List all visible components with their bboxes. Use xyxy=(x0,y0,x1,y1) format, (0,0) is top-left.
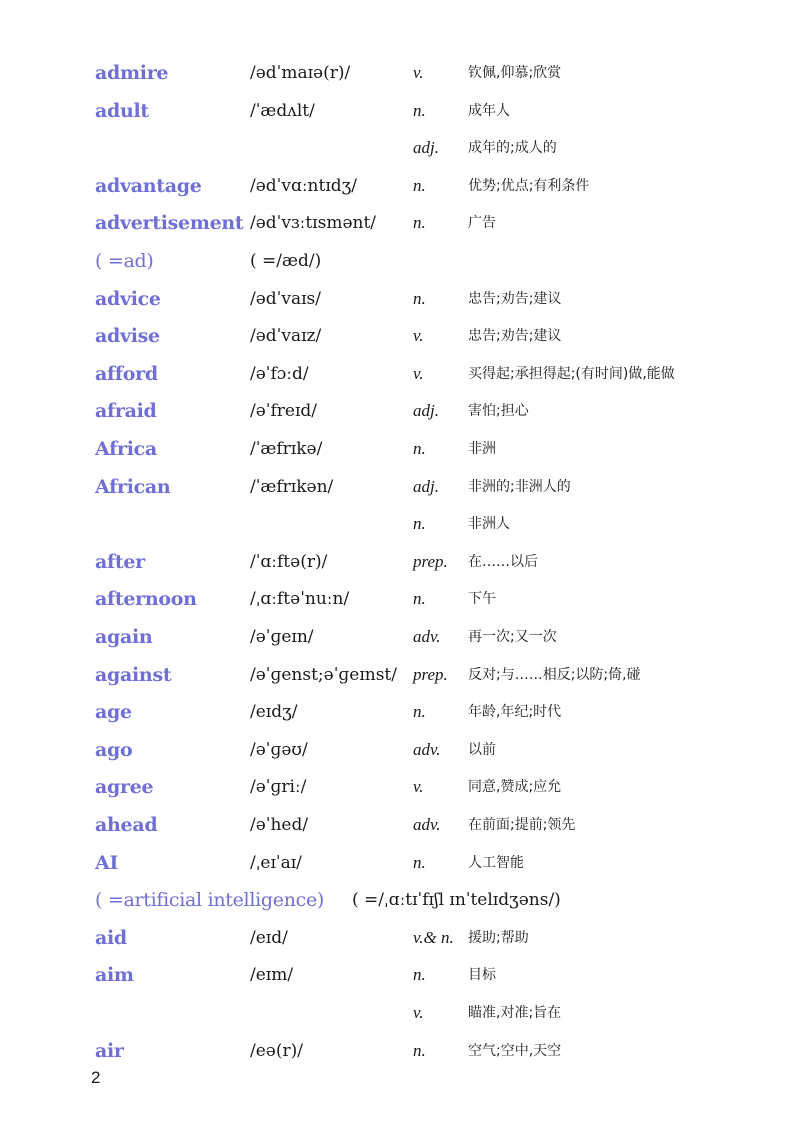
entry-row xyxy=(0,93,800,129)
entry-row xyxy=(0,318,800,354)
entry-phonetic: /ˌeɪˈaɪ/ xyxy=(250,852,302,873)
entry-definition: 成年的;成人的 xyxy=(468,140,557,157)
entry-phonetic: /əˈɡəʊ/ xyxy=(250,739,308,760)
entry-row xyxy=(0,243,800,279)
entry-definition: 反对;与……相反;以防;倚,碰 xyxy=(468,666,641,683)
entry-definition: 成年人 xyxy=(468,102,510,119)
entry-row xyxy=(0,732,800,768)
entry-row xyxy=(0,920,800,956)
entry-row xyxy=(0,995,800,1031)
entry-part-of-speech: n. xyxy=(413,852,426,872)
entry-row xyxy=(0,506,800,542)
entry-headword: agree xyxy=(95,776,154,799)
entry-part-of-speech: adj. xyxy=(413,401,439,421)
entry-row xyxy=(0,168,800,204)
entry-part-of-speech: n. xyxy=(413,213,426,233)
entry-row xyxy=(0,845,800,881)
entry-row xyxy=(0,619,800,655)
entry-row xyxy=(0,694,800,730)
entry-row xyxy=(0,431,800,467)
entry-phonetic: /eɪm/ xyxy=(250,965,294,986)
entry-phonetic: /eɪd/ xyxy=(250,927,288,948)
entry-definition: 以前 xyxy=(468,741,496,758)
entry-headword: afternoon xyxy=(95,588,197,611)
entry-phonetic: /ˈædʌlt/ xyxy=(250,100,315,121)
entry-headword: age xyxy=(95,701,132,724)
entry-row xyxy=(0,769,800,805)
entry-phonetic: /əˈfɔːd/ xyxy=(250,363,309,384)
entry-row xyxy=(0,205,800,241)
entry-phonetic: /ˌɑːftəˈnuːn/ xyxy=(250,589,350,610)
entry-definition: 忠告;劝告;建议 xyxy=(468,328,562,345)
entry-row xyxy=(0,657,800,693)
entry-part-of-speech: n. xyxy=(413,589,426,609)
entry-part-of-speech: n. xyxy=(413,702,426,722)
entry-part-of-speech: adv. xyxy=(413,739,441,759)
entry-part-of-speech: prep. xyxy=(413,664,448,684)
entry-phonetic: /ədˈvaɪs/ xyxy=(250,288,321,309)
entry-definition: 害怕;担心 xyxy=(468,403,529,420)
entry-part-of-speech: n. xyxy=(413,175,426,195)
entry-definition: 买得起;承担得起;(有时间)做,能做 xyxy=(468,365,675,382)
entry-part-of-speech: n. xyxy=(413,288,426,308)
entry-row xyxy=(0,581,800,617)
entry-headword: Africa xyxy=(95,438,157,460)
entry-headword: AI xyxy=(95,851,119,874)
entry-part-of-speech: adv. xyxy=(413,627,441,646)
entry-headword: aid xyxy=(95,926,127,949)
entry-definition: 援助;帮助 xyxy=(468,929,529,946)
page-number: 2 xyxy=(91,1068,101,1087)
entry-part-of-speech: adv. xyxy=(413,815,441,834)
entry-definition: 下午 xyxy=(468,591,496,608)
entry-definition: 钦佩,仰慕;欣赏 xyxy=(468,65,562,81)
entry-headword: advice xyxy=(95,287,161,310)
entry-definition: 在前面;提前;领先 xyxy=(468,817,576,833)
entry-part-of-speech: n. xyxy=(413,514,426,534)
entry-definition: 非洲的;非洲人的 xyxy=(468,478,571,495)
entry-abbreviation-note: ( =artificial intelligence) xyxy=(95,889,325,912)
entry-row xyxy=(0,544,800,580)
entry-headword: advantage xyxy=(95,174,202,197)
entry-headword: afraid xyxy=(95,400,157,423)
entry-row xyxy=(0,957,800,993)
entry-definition: 再一次;又一次 xyxy=(468,629,557,645)
entry-phonetic: /ˈæfrɪkə/ xyxy=(250,439,323,459)
entry-phonetic: /ədˈvaɪz/ xyxy=(250,326,322,347)
entry-part-of-speech: adj. xyxy=(413,138,439,158)
entry-headword: afford xyxy=(95,362,158,385)
entry-headword: ahead xyxy=(95,814,158,836)
entry-headword: admire xyxy=(95,62,169,84)
entry-row xyxy=(0,281,800,317)
entry-row xyxy=(0,55,800,91)
entry-part-of-speech: n. xyxy=(413,439,426,458)
entry-headword: advertisement xyxy=(95,212,244,235)
entry-phonetic: /ədˈmaɪə(r)/ xyxy=(250,63,351,83)
entry-phonetic: /əˈfreɪd/ xyxy=(250,401,317,422)
entry-row xyxy=(0,807,800,843)
entry-part-of-speech: adj. xyxy=(413,476,439,496)
entry-phonetic: /ədˈvɑːntɪdʒ/ xyxy=(250,175,357,196)
entry-part-of-speech: n. xyxy=(413,965,426,985)
entry-phonetic: /əˈhed/ xyxy=(250,815,309,835)
entry-headword: aim xyxy=(95,964,134,987)
entry-phonetic: /ˈæfrɪkən/ xyxy=(250,476,334,497)
entry-phonetic: /əˈɡenst;əˈɡeɪnst/ xyxy=(250,664,397,685)
entry-definition: 忠告;劝告;建议 xyxy=(468,290,562,307)
entry-phonetic: /ˈɑːftə(r)/ xyxy=(250,551,328,572)
entry-headword: again xyxy=(95,626,153,648)
entry-definition: 人工智能 xyxy=(468,854,524,871)
entry-part-of-speech: v. xyxy=(413,63,424,82)
entry-definition: 同意,赞成;应允 xyxy=(468,779,562,796)
entry-row xyxy=(0,469,800,505)
entry-headword: air xyxy=(95,1039,124,1062)
entry-headword: advise xyxy=(95,325,160,348)
entry-phonetic: /ədˈvɜːtɪsmənt/ xyxy=(250,213,377,234)
entry-abbreviation-note: ( =ad) xyxy=(95,250,154,272)
entry-phonetic: /əˈɡriː/ xyxy=(250,777,307,798)
entry-row xyxy=(0,356,800,392)
entry-definition: 瞄准,对准;旨在 xyxy=(468,1005,562,1021)
entry-headword: adult xyxy=(95,99,149,122)
entry-row xyxy=(0,882,800,918)
entry-part-of-speech: n. xyxy=(413,1040,426,1060)
entry-phonetic: /əˈɡeɪn/ xyxy=(250,627,314,647)
entry-part-of-speech: v. xyxy=(413,363,424,383)
entry-definition: 优势;优点;有利条件 xyxy=(468,177,590,194)
entry-headword: against xyxy=(95,663,172,686)
entry-phonetic: /eə(r)/ xyxy=(250,1040,303,1061)
entry-part-of-speech: prep. xyxy=(413,551,448,571)
entry-definition: 非洲人 xyxy=(468,516,510,533)
entry-headword: after xyxy=(95,550,145,573)
entry-part-of-speech: v. xyxy=(413,1003,424,1022)
entry-phonetic: ( =/ˌɑːtɪˈfɪʃl ɪnˈtelɪdʒəns/) xyxy=(352,890,561,911)
entry-row xyxy=(0,393,800,429)
entry-part-of-speech: v. xyxy=(413,777,424,797)
entry-phonetic: ( =/æd/) xyxy=(250,251,322,271)
entry-part-of-speech: v. xyxy=(413,326,424,346)
entry-definition: 空气;空中,天空 xyxy=(468,1042,562,1059)
entry-phonetic: /eɪdʒ/ xyxy=(250,702,298,723)
entry-row xyxy=(0,1033,800,1069)
entry-definition: 非洲 xyxy=(468,441,496,457)
entry-part-of-speech: n. xyxy=(413,100,426,120)
entry-headword: ago xyxy=(95,738,133,761)
entry-row xyxy=(0,130,800,166)
entry-definition: 目标 xyxy=(468,967,496,984)
entry-part-of-speech: v.& n. xyxy=(413,927,454,947)
entry-definition: 年龄,年纪;时代 xyxy=(468,704,562,721)
entry-definition: 在……以后 xyxy=(468,553,538,570)
entry-definition: 广告 xyxy=(468,215,496,232)
entry-headword: African xyxy=(95,475,171,498)
